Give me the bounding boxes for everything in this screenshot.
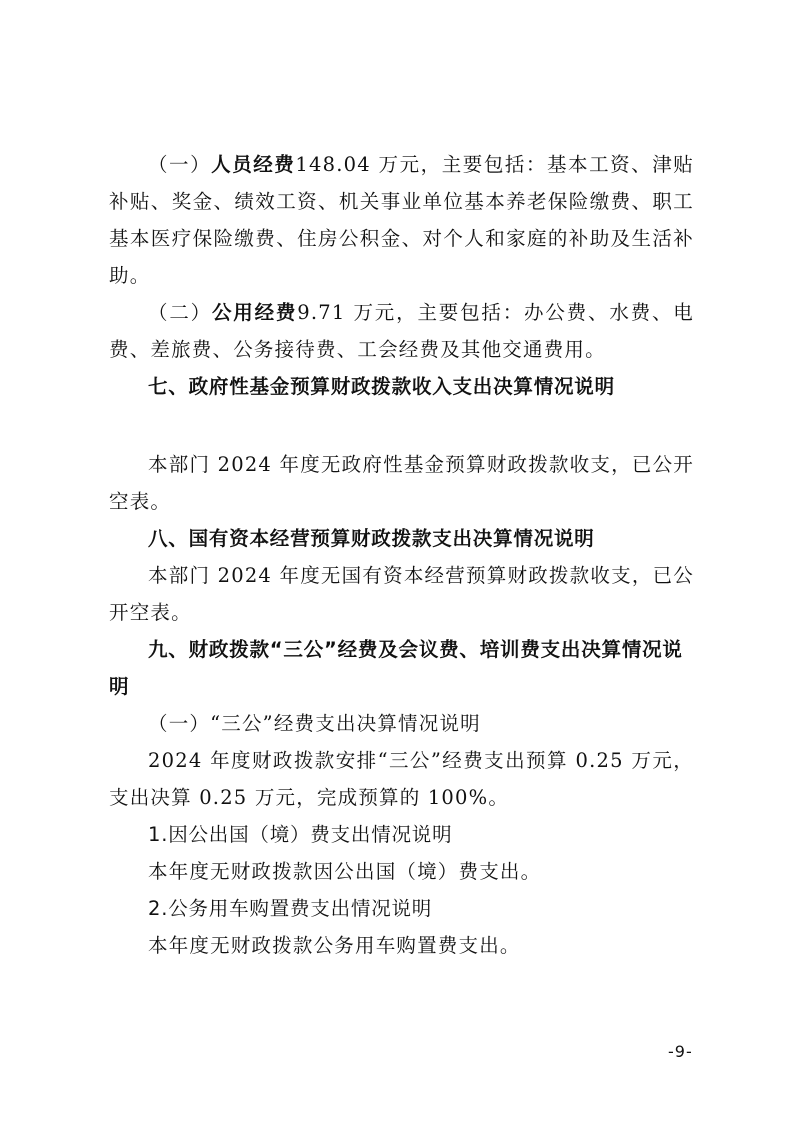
vehicle-purchase-paragraph: 本年度无财政拨款公务用车购置费支出。	[148, 934, 521, 957]
public-expense-text: 9.71 万元，主要包括：办公费、水费、电费、差旅费、公务接待费、工会经费及其他交通费用。	[109, 301, 694, 361]
public-expense-term: 公用经费	[211, 301, 298, 324]
overseas-subheading: 1.因公出国（境）费支出情况说明	[148, 823, 453, 846]
vehicle-purchase-subheading: 2.公务用车购置费支出情况说明	[148, 897, 433, 920]
section-7-paragraph: 本部门 2024 年度无政府性基金预算财政拨款收支，已公开空表。	[109, 453, 694, 513]
section-9-heading: 九、财政拨款“三公”经费及会议费、培训费支出决算情况说明	[109, 638, 683, 698]
overseas-paragraph: 本年度无财政拨款因公出国（境）费支出。	[148, 860, 542, 883]
three-public-subheading: （一）“三公”经费支出决算情况说明	[148, 712, 481, 735]
public-expense-paragraph	[109, 294, 694, 368]
public-expense-prefix: （二）	[148, 301, 212, 324]
section-8-paragraph: 本部门 2024 年度无国有资本经营预算财政拨款收支，已公开空表。	[109, 564, 694, 624]
section-7-heading: 七、政府性基金预算财政拨款收入支出决算情况说明	[148, 375, 615, 398]
page-number: -9-	[668, 1042, 693, 1061]
section-8-heading: 八、国有资本经营预算财政拨款支出决算情况说明	[148, 527, 595, 550]
personnel-expense-prefix: （一）	[148, 153, 212, 176]
three-public-paragraph: 2024 年度财政拨款安排“三公”经费支出预算 0.25 万元，支出决算 0.25 万元，完成预算的 100%。	[109, 749, 694, 809]
personnel-expense-term: 人员经费	[211, 153, 296, 176]
personnel-expense-text: 148.04 万元，主要包括：基本工资、津贴补贴、奖金、绩效工资、机关事业单位基本养老保险缴费、职工基本医疗保险缴费、住房公积金、对个人和家庭的补助及生活补助。	[109, 153, 694, 287]
personnel-expense-paragraph	[109, 146, 694, 294]
